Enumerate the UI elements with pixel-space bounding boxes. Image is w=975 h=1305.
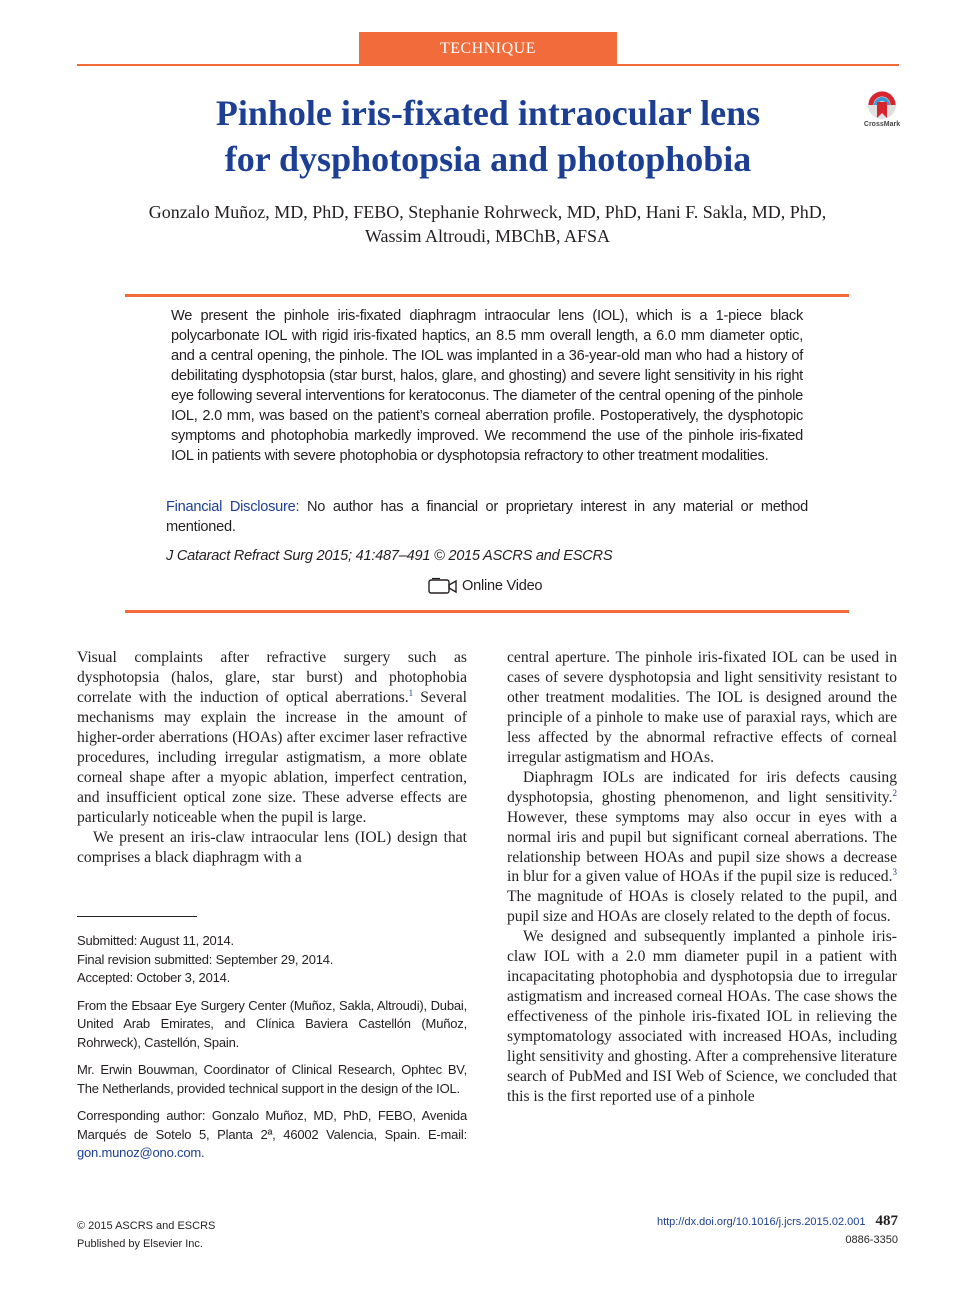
publisher-notice: Published by Elsevier Inc. bbox=[77, 1238, 203, 1250]
abstract-bottom-rule bbox=[125, 610, 849, 613]
author-list bbox=[90, 200, 885, 248]
email-link[interactable]: gon.munoz@ono.com. bbox=[77, 1145, 205, 1160]
reference-link[interactable]: 3 bbox=[892, 867, 897, 878]
submission-dates bbox=[77, 932, 467, 988]
financial-disclosure bbox=[166, 497, 808, 537]
header-rule bbox=[77, 64, 899, 66]
doi-link[interactable]: http://dx.doi.org/10.1016/j.jcrs.2015.02.001 bbox=[656, 1216, 866, 1228]
issn: 0886-3350 bbox=[845, 1234, 898, 1246]
authors-line-2: Wassim Altroudi, MBChB, AFSA bbox=[364, 226, 611, 246]
page-footer-right bbox=[600, 1212, 898, 1249]
body-paragraph: central aperture. The pinhole iris-fixated IOL can be used in cases of severe dysphotopsia and light sensitivity resistant to other treatment modalities. The IOL is designed around the principle of a pinhole to make use of paraxial rays, which are less affected by the abnormal refractive effects of corneal irregular astigmatism and HOAs. bbox=[507, 649, 897, 766]
body-column-left bbox=[77, 648, 467, 867]
accepted-date: Accepted: October 3, 2014. bbox=[77, 970, 231, 985]
copyright-notice: © 2015 ASCRS and ESCRS bbox=[77, 1220, 216, 1232]
body-text: Several mechanisms may explain the increase in the amount of higher-order aberrations (HOAs) after excimer laser refractive procedures, including irregular astigmatism, a more oblate corneal shape after a myopic ablation, imperfect centration, and insufficient optical zone size. These adverse effects are particularly noticeable when the pupil is large. bbox=[77, 688, 467, 826]
online-video-link[interactable] bbox=[428, 575, 542, 597]
revision-date: Final revision submitted: September 29, 2014. bbox=[77, 951, 334, 967]
acknowledgment-note: Mr. Erwin Bouwman, Coordinator of Clinical Research, Ophtec BV, The Netherlands, provided technical support in the design of the IOL. bbox=[77, 1062, 467, 1096]
body-text: Diaphragm IOLs are indicated for iris defects causing dysphotopsia, ghosting phenomenon, and light sensitivity. bbox=[507, 768, 897, 806]
abstract-text: We present the pinhole iris-fixated diaphragm intraocular lens (IOL), which is a 1-piece black polycarbonate IOL with rigid iris-fixated haptics, an 8.5 mm overall length, a 6.0 mm diameter optic, and a central opening, the pinhole. The IOL was implanted in a 36-year-old man who had a history of debilitating dysphotopsia (star burst, halos, glare, and ghosting) and severe light sensitivity in his right eye following several interventions for keratoconus. The diameter of the central opening of the pinhole IOL, 2.0 mm, was based on the patient’s corneal aberration profile. Postoperatively, the dysphotopic symptoms and photophobia markedly improved. We recommend the use of the pinhole iris-fixated IOL in patients with severe photophobia or dysphotopsia refractory to other treatment modalities. bbox=[171, 308, 803, 464]
journal-citation: J Cataract Refract Surg 2015; 41:487–491 © 2015 ASCRS and ESCRS bbox=[166, 548, 613, 564]
disclosure-label: Financial Disclosure: bbox=[166, 499, 300, 515]
body-text: The magnitude of HOAs is closely related to the pupil, and pupil size and HOAs are closely related to the depth of focus. bbox=[507, 888, 897, 926]
corresponding-author bbox=[77, 1107, 467, 1163]
authors-line-1: Gonzalo Muñoz, MD, PhD, FEBO, Stephanie Rohrweck, MD, PhD, Hani F. Sakla, MD, PhD, bbox=[148, 202, 827, 222]
corresponding-text: Corresponding author: Gonzalo Muñoz, MD, PhD, FEBO, Avenida Marqués de Sotelo 5, Planta 2ª, 46002 Valencia, Spain. E-mail: bbox=[77, 1108, 467, 1142]
page-number: 487 bbox=[875, 1213, 898, 1229]
reference-link[interactable]: 2 bbox=[892, 787, 897, 798]
affiliation-note: From the Ebsaar Eye Surgery Center (Muñoz, Sakla, Altroudi), Dubai, United Arab Emirates, and Clínica Baviera Castellón (Muñoz, Rohrweck), Castellón, Spain. bbox=[77, 997, 467, 1050]
body-paragraph bbox=[77, 648, 467, 828]
body-text: However, these symptoms may also occur in eyes with a normal iris and pupil but significant corneal aberrations. The relationship between HOAs and pupil size shows a decrease in blur for a given value of HOAs if the pupil size is reduced. bbox=[507, 808, 897, 886]
body-paragraph: We present an iris-claw intraocular lens (IOL) design that comprises a black diaphragm with a bbox=[77, 828, 467, 866]
crossmark-label: CrossMark bbox=[863, 121, 901, 128]
body-paragraph: We designed and subsequently implanted a pinhole iris-claw IOL with a 2.0 mm diameter pupil in a patient with incapacitating photophobia and dysphotopsia due to irregular astigmatism and increased corneal HOAs. The case shows the effectiveness of the pinhole iris-fixated IOL in relieving the symptomatology associated with increased HOAs, including light sensitivity and ghosting. After a comprehensive literature search of PubMed and ISI Web of Science, we concluded that this is the first reported use of a pinhole bbox=[507, 928, 897, 1105]
submitted-date: Submitted: August 11, 2014. bbox=[77, 933, 234, 948]
title-line-1: Pinhole iris-fixated intraocular lens bbox=[215, 93, 761, 133]
reference-link[interactable]: 1 bbox=[408, 687, 414, 698]
video-camera-icon bbox=[428, 577, 458, 595]
body-text: Visual complaints after refractive surgery such as dysphotopsia (halos, glare, star burst) and photophobia correlate with the induction of optical aberrations. bbox=[77, 649, 467, 706]
article-footnotes bbox=[77, 932, 467, 1172]
abstract-top-rule bbox=[125, 294, 849, 297]
page-footer-left bbox=[77, 1217, 215, 1253]
body-column-right bbox=[507, 648, 897, 1107]
section-label: TECHNIQUE bbox=[359, 32, 617, 66]
disclosure-text: No author has a financial or proprietary interest in any material or method mentioned. bbox=[166, 499, 809, 535]
article-title bbox=[100, 90, 876, 182]
footnote-rule bbox=[77, 916, 197, 917]
online-video-label: Online Video bbox=[462, 578, 543, 594]
title-line-2: for dysphotopsia and photophobia bbox=[224, 139, 752, 179]
body-paragraph bbox=[507, 768, 897, 928]
